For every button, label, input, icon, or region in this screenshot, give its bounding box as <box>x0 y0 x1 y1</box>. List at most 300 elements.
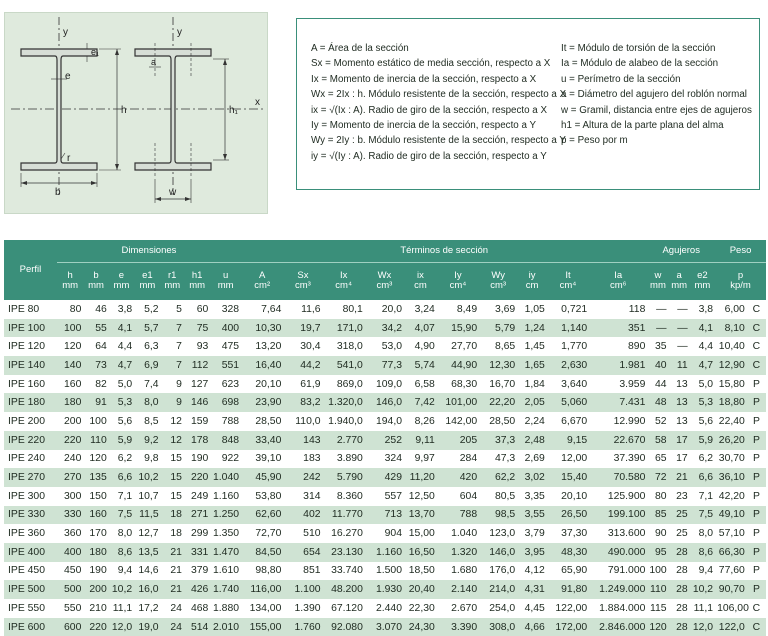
table-cell: 313.600 <box>589 524 647 543</box>
table-cell: 904 <box>365 524 404 543</box>
table-cell: 9 <box>161 393 184 412</box>
table-cell: 135 <box>83 468 108 487</box>
table-cell: 10,2 <box>134 468 160 487</box>
table-cell: 1,770 <box>547 337 589 356</box>
table-cell: 110 <box>647 580 668 599</box>
table-cell: 11,1 <box>690 599 715 618</box>
table-cell: 25 <box>669 524 690 543</box>
profile-name-cell: IPE 450 <box>4 562 57 581</box>
table-cell: 7,1 <box>109 487 134 506</box>
table-cell: 91 <box>83 393 108 412</box>
column-symbol: h <box>67 269 73 281</box>
table-cell: 1.320 <box>437 543 479 562</box>
table-row <box>4 337 766 356</box>
table-cell: 3.390 <box>437 618 479 636</box>
table-cell: 178 <box>184 431 210 450</box>
table-cell: 80,1 <box>323 300 365 319</box>
profile-name-cell: IPE 300 <box>4 487 57 506</box>
table-cell: 2.846.000 <box>589 618 647 636</box>
table-cell: 12,00 <box>547 450 589 469</box>
table-cell: 220 <box>184 468 210 487</box>
column-symbol: It <box>565 269 571 281</box>
table-cell: 1.610 <box>210 562 241 581</box>
column-unit: mm <box>164 280 181 292</box>
label-y-right: y <box>177 27 182 38</box>
table-cell: 65 <box>647 450 668 469</box>
table-cell: 48.200 <box>323 580 365 599</box>
table-cell: 18 <box>161 506 184 525</box>
table-cell: 19,0 <box>134 618 160 636</box>
table-cell: 429 <box>365 468 404 487</box>
table-cell: 15,40 <box>547 468 589 487</box>
table-cell: 72,70 <box>241 524 283 543</box>
table-cell: P <box>747 393 766 412</box>
column-header-ix <box>404 262 437 300</box>
table-cell: 26,20 <box>715 431 747 450</box>
table-cell: 8,10 <box>715 319 747 338</box>
table-cell: 330 <box>57 506 83 525</box>
ipe-profile-right <box>135 49 211 170</box>
table-cell: 252 <box>365 431 404 450</box>
table-cell: 17,2 <box>134 599 160 618</box>
column-symbol: r1 <box>168 269 177 281</box>
table-cell: 106,00 <box>715 599 747 618</box>
table-cell: 13,5 <box>134 543 160 562</box>
table-cell: 62,2 <box>479 468 517 487</box>
table-row <box>4 468 766 487</box>
table-cell: 30,70 <box>715 450 747 469</box>
column-header-h <box>57 262 83 300</box>
table-cell: 1.500 <box>365 562 404 581</box>
header-group-peso: Peso <box>715 240 766 262</box>
table-cell: 4,45 <box>517 599 547 618</box>
table-row <box>4 393 766 412</box>
table-cell: 72 <box>647 468 668 487</box>
profile-name-cell: IPE 360 <box>4 524 57 543</box>
table-cell: 450 <box>57 562 83 581</box>
table-cell: 37,30 <box>547 524 589 543</box>
table-cell: 67.120 <box>323 599 365 618</box>
table-cell: 6,9 <box>134 356 160 375</box>
table-cell: 53,80 <box>241 487 283 506</box>
column-unit: mm <box>139 280 156 292</box>
table-cell: 600 <box>57 618 83 636</box>
table-cell: 240 <box>57 450 83 469</box>
table-cell: 5,2 <box>134 300 160 319</box>
table-cell: 2,05 <box>517 393 547 412</box>
table-cell: 10,2 <box>109 580 134 599</box>
column-unit: mm <box>88 280 104 292</box>
table-cell: 4,31 <box>517 580 547 599</box>
table-cell: 4,4 <box>109 337 134 356</box>
table-cell: — <box>647 300 668 319</box>
column-header-b <box>83 262 108 300</box>
column-header-e <box>109 262 134 300</box>
table-cell: 13,20 <box>241 337 283 356</box>
table-cell: 36,10 <box>715 468 747 487</box>
table-cell: 1,24 <box>517 319 547 338</box>
table-cell: 490.000 <box>589 543 647 562</box>
table-row <box>4 375 766 394</box>
table-cell: 10,2 <box>690 580 715 599</box>
table-cell: 890 <box>589 337 647 356</box>
table-cell: 7 <box>161 356 184 375</box>
table-cell: 116,00 <box>241 580 283 599</box>
table-cell: 10,30 <box>241 319 283 338</box>
ipe-section-drawing <box>5 13 269 215</box>
ipe-section-diagram <box>4 12 268 214</box>
table-cell: 68,30 <box>437 375 479 394</box>
table-cell: 100 <box>57 319 83 338</box>
table-cell: 75 <box>184 319 210 338</box>
table-cell: 869,0 <box>323 375 365 394</box>
column-unit: mm <box>671 280 688 292</box>
table-cell: 15,80 <box>715 375 747 394</box>
column-symbol: Wy <box>491 269 505 281</box>
table-cell: 14,6 <box>134 562 160 581</box>
table-cell: 3,69 <box>479 300 517 319</box>
table-cell: 140 <box>57 356 83 375</box>
table-cell: 557 <box>365 487 404 506</box>
table-cell: 510 <box>283 524 322 543</box>
table-cell: 2,630 <box>547 356 589 375</box>
table-cell: 8,65 <box>479 337 517 356</box>
table-cell: 93 <box>184 337 210 356</box>
table-cell: 214,0 <box>479 580 517 599</box>
table-cell: 12 <box>161 431 184 450</box>
table-cell: 8,26 <box>404 412 437 431</box>
column-header-a <box>241 262 283 300</box>
table-cell: 5,6 <box>109 412 134 431</box>
table-cell: 18,50 <box>404 562 437 581</box>
table-cell: 46 <box>83 300 108 319</box>
table-cell: 331 <box>184 543 210 562</box>
column-unit: mm <box>217 280 234 292</box>
column-symbol: h1 <box>191 269 203 281</box>
table-cell: 44,90 <box>437 356 479 375</box>
table-cell: 4,1 <box>109 319 134 338</box>
table-cell: P <box>747 543 766 562</box>
column-unit: cm³ <box>295 280 311 292</box>
profile-name-cell: IPE 180 <box>4 393 57 412</box>
table-cell: 122,00 <box>547 599 589 618</box>
table-cell: 199.100 <box>589 506 647 525</box>
table-cell: 3.890 <box>323 450 365 469</box>
table-cell: 17 <box>669 431 690 450</box>
table-cell: 146,0 <box>365 393 404 412</box>
table-cell: 654 <box>283 543 322 562</box>
table-cell: 8.360 <box>323 487 365 506</box>
table-cell: 5,79 <box>479 319 517 338</box>
table-cell: 12,50 <box>404 487 437 506</box>
table-cell: 2.140 <box>437 580 479 599</box>
table-cell: 20,10 <box>241 375 283 394</box>
label-r: r <box>67 153 71 164</box>
column-header-e1 <box>134 262 160 300</box>
table-cell: 21 <box>161 562 184 581</box>
legend-item: a = Diámetro del agujero del roblón normal <box>561 89 747 101</box>
table-cell: 120 <box>647 618 668 636</box>
table-cell: 16.270 <box>323 524 365 543</box>
table-cell: 48,30 <box>547 543 589 562</box>
table-cell: 172,00 <box>547 618 589 636</box>
table-cell: 82 <box>83 375 108 394</box>
table-cell: 16,40 <box>241 356 283 375</box>
table-cell: 23 <box>669 487 690 506</box>
table-cell: 242 <box>283 468 322 487</box>
table-cell: 9,11 <box>404 431 437 450</box>
table-cell: 18 <box>161 524 184 543</box>
table-cell: 2,69 <box>517 450 547 469</box>
profile-name-cell: IPE 160 <box>4 375 57 394</box>
table-cell: 118 <box>589 300 647 319</box>
table-cell: 8,49 <box>437 300 479 319</box>
table-cell: 98,80 <box>241 562 283 581</box>
table-cell: 142,00 <box>437 412 479 431</box>
table-cell: 6,6 <box>109 468 134 487</box>
ipe-properties-table <box>4 240 766 636</box>
table-cell: 400 <box>57 543 83 562</box>
table-cell: C <box>747 618 766 636</box>
legend-item: It = Módulo de torsión de la sección <box>561 43 716 54</box>
table-cell: 125.900 <box>589 487 647 506</box>
table-cell: 3,35 <box>517 487 547 506</box>
table-cell: 5,74 <box>404 356 437 375</box>
table-cell: 9,15 <box>547 431 589 450</box>
table-cell: 85 <box>647 506 668 525</box>
table-cell: 70.580 <box>589 468 647 487</box>
table-cell: 468 <box>184 599 210 618</box>
table-cell: 426 <box>184 580 210 599</box>
table-cell: P <box>747 524 766 543</box>
table-cell: 58 <box>647 431 668 450</box>
table-cell: 15,90 <box>437 319 479 338</box>
table-cell: 8,0 <box>690 524 715 543</box>
table-cell: 848 <box>210 431 241 450</box>
column-unit: cm³ <box>376 280 393 292</box>
table-row <box>4 524 766 543</box>
table-cell: 22,40 <box>715 412 747 431</box>
table-cell: 95 <box>647 543 668 562</box>
table-cell: 2,48 <box>517 431 547 450</box>
table-cell: 22,20 <box>479 393 517 412</box>
table-cell: C <box>747 356 766 375</box>
table-cell: 190 <box>184 450 210 469</box>
table-cell: 1.880 <box>210 599 241 618</box>
table-cell: 9 <box>161 375 184 394</box>
table-cell: 11,20 <box>404 468 437 487</box>
table-cell: 4,4 <box>690 337 715 356</box>
table-cell: 12 <box>161 412 184 431</box>
table-cell: 1,45 <box>517 337 547 356</box>
column-symbol: e1 <box>142 269 153 281</box>
table-cell: 23.130 <box>323 543 365 562</box>
column-unit: kp/m <box>730 280 751 292</box>
label-h: h <box>121 105 127 116</box>
table-cell: 5,0 <box>109 375 134 394</box>
column-symbol: Ia <box>614 269 623 281</box>
profile-name-cell: IPE 550 <box>4 599 57 618</box>
table-cell: 3,95 <box>517 543 547 562</box>
legend-item: w = Gramil, distancia entre ejes de agujeros <box>561 104 752 116</box>
table-cell: 0,721 <box>547 300 589 319</box>
table-cell: 120 <box>83 450 108 469</box>
column-header-ia <box>589 262 647 300</box>
table-row <box>4 450 766 469</box>
column-symbol: e <box>118 269 125 281</box>
legend-item: Iy = Momento de inercia de la sección, respecto a Y <box>311 120 536 132</box>
table-cell: 551 <box>210 356 241 375</box>
table-cell: 15,00 <box>404 524 437 543</box>
table-cell: 500 <box>57 580 83 599</box>
profile-name-cell: IPE 200 <box>4 412 57 431</box>
table-cell: 5,0 <box>690 375 715 394</box>
table-cell: 8,5 <box>134 412 160 431</box>
table-cell: 851 <box>283 562 322 581</box>
legend-item: A = Área de la sección <box>311 43 409 54</box>
table-cell: 220 <box>83 618 108 636</box>
table-cell: 2.440 <box>365 599 404 618</box>
column-unit: cm⁴ <box>449 280 467 292</box>
table-cell: 12,90 <box>715 356 747 375</box>
column-symbol: a <box>676 269 682 281</box>
table-cell: 5 <box>161 300 184 319</box>
table-cell: 7 <box>161 319 184 338</box>
table-cell: 7 <box>161 337 184 356</box>
column-header-h1 <box>184 262 210 300</box>
table-cell: 200 <box>83 580 108 599</box>
column-symbol: e2 <box>697 269 708 281</box>
table-cell: P <box>747 580 766 599</box>
legend-item: p = Peso por m <box>561 135 628 147</box>
label-b: b <box>55 187 61 198</box>
table-row <box>4 580 766 599</box>
table-cell: 11 <box>669 356 690 375</box>
table-cell: 1.160 <box>365 543 404 562</box>
table-cell: 150 <box>83 487 108 506</box>
table-cell: 92.080 <box>323 618 365 636</box>
table-cell: 623 <box>210 375 241 394</box>
table-cell: 420 <box>437 468 479 487</box>
table-cell: 324 <box>365 450 404 469</box>
table-cell: 541,0 <box>323 356 365 375</box>
table-cell: 66,30 <box>715 543 747 562</box>
column-header-wy <box>479 262 517 300</box>
column-header-u <box>210 262 241 300</box>
table-cell: 550 <box>57 599 83 618</box>
table-cell: 35 <box>647 337 668 356</box>
table-cell: 52 <box>647 412 668 431</box>
table-row <box>4 618 766 636</box>
table-cell: 24 <box>161 618 184 636</box>
table-cell: 2.770 <box>323 431 365 450</box>
table-cell: 11.770 <box>323 506 365 525</box>
table-cell: 20,0 <box>365 300 404 319</box>
table-cell: 7,5 <box>109 506 134 525</box>
table-cell: 146 <box>184 393 210 412</box>
header-perfil: Perfil <box>4 240 57 300</box>
table-cell: 11,5 <box>134 506 160 525</box>
table-cell: 4,1 <box>690 319 715 338</box>
table-cell: C <box>747 300 766 319</box>
table-cell: 1.981 <box>589 356 647 375</box>
table-cell: 10,40 <box>715 337 747 356</box>
table-cell: 61,9 <box>283 375 322 394</box>
table-cell: 249 <box>184 487 210 506</box>
column-unit: cm <box>525 280 539 292</box>
table-cell: C <box>747 599 766 618</box>
column-symbol: Wx <box>377 269 392 281</box>
table-cell: 922 <box>210 450 241 469</box>
legend-column-left <box>311 41 566 164</box>
table-row <box>4 543 766 562</box>
table-cell: 13,70 <box>404 506 437 525</box>
table-cell: 11,6 <box>283 300 322 319</box>
table-cell: 42,20 <box>715 487 747 506</box>
table-cell: 48 <box>647 393 668 412</box>
table-cell: 3,55 <box>517 506 547 525</box>
legend-item: ix = √(Ix : A). Radio de giro de la sección, respecto a X <box>311 104 547 116</box>
table-cell: 788 <box>210 412 241 431</box>
table-cell: 1.040 <box>210 468 241 487</box>
table-row <box>4 431 766 450</box>
table-cell: 13 <box>669 375 690 394</box>
table-cell: P <box>747 562 766 581</box>
table-cell: 1.250 <box>210 506 241 525</box>
table-cell: 40 <box>647 356 668 375</box>
profile-name-cell: IPE 400 <box>4 543 57 562</box>
column-symbol: Iy <box>454 269 462 281</box>
table-cell: 146,0 <box>479 543 517 562</box>
column-header-p <box>715 262 766 300</box>
table-cell: 12,0 <box>690 618 715 636</box>
column-header-ix <box>323 262 365 300</box>
table-cell: 28 <box>669 599 690 618</box>
table-cell: P <box>747 506 766 525</box>
profile-name-cell: IPE 220 <box>4 431 57 450</box>
column-unit: cm⁴ <box>559 280 577 292</box>
table-cell: 190 <box>83 562 108 581</box>
table-cell: 83,2 <box>283 393 322 412</box>
table-cell: 110,0 <box>283 412 322 431</box>
table-cell: 112 <box>184 356 210 375</box>
column-symbol: A <box>259 269 266 281</box>
table-cell: 21 <box>161 580 184 599</box>
table-cell: 604 <box>437 487 479 506</box>
table-cell: 155,00 <box>241 618 283 636</box>
table-cell: 90,70 <box>715 580 747 599</box>
ipe-profile-left <box>21 47 100 170</box>
table-cell: 328 <box>210 300 241 319</box>
table-cell: 13 <box>669 412 690 431</box>
table-cell: 4,07 <box>404 319 437 338</box>
table-cell: 120 <box>57 337 83 356</box>
table-cell: 7,5 <box>690 506 715 525</box>
table-cell: 64 <box>83 337 108 356</box>
column-symbol: b <box>93 269 99 281</box>
table-cell: C <box>747 319 766 338</box>
profile-name-cell: IPE 80 <box>4 300 57 319</box>
table-cell: 180 <box>57 393 83 412</box>
column-unit: cm <box>414 280 427 292</box>
table-cell: 12,0 <box>109 618 134 636</box>
table-cell: 39,10 <box>241 450 283 469</box>
column-header-iy <box>437 262 479 300</box>
table-cell: 77,60 <box>715 562 747 581</box>
table-cell: — <box>669 337 690 356</box>
table-cell: 1,140 <box>547 319 589 338</box>
header-group-agujeros: Agujeros <box>647 240 715 262</box>
